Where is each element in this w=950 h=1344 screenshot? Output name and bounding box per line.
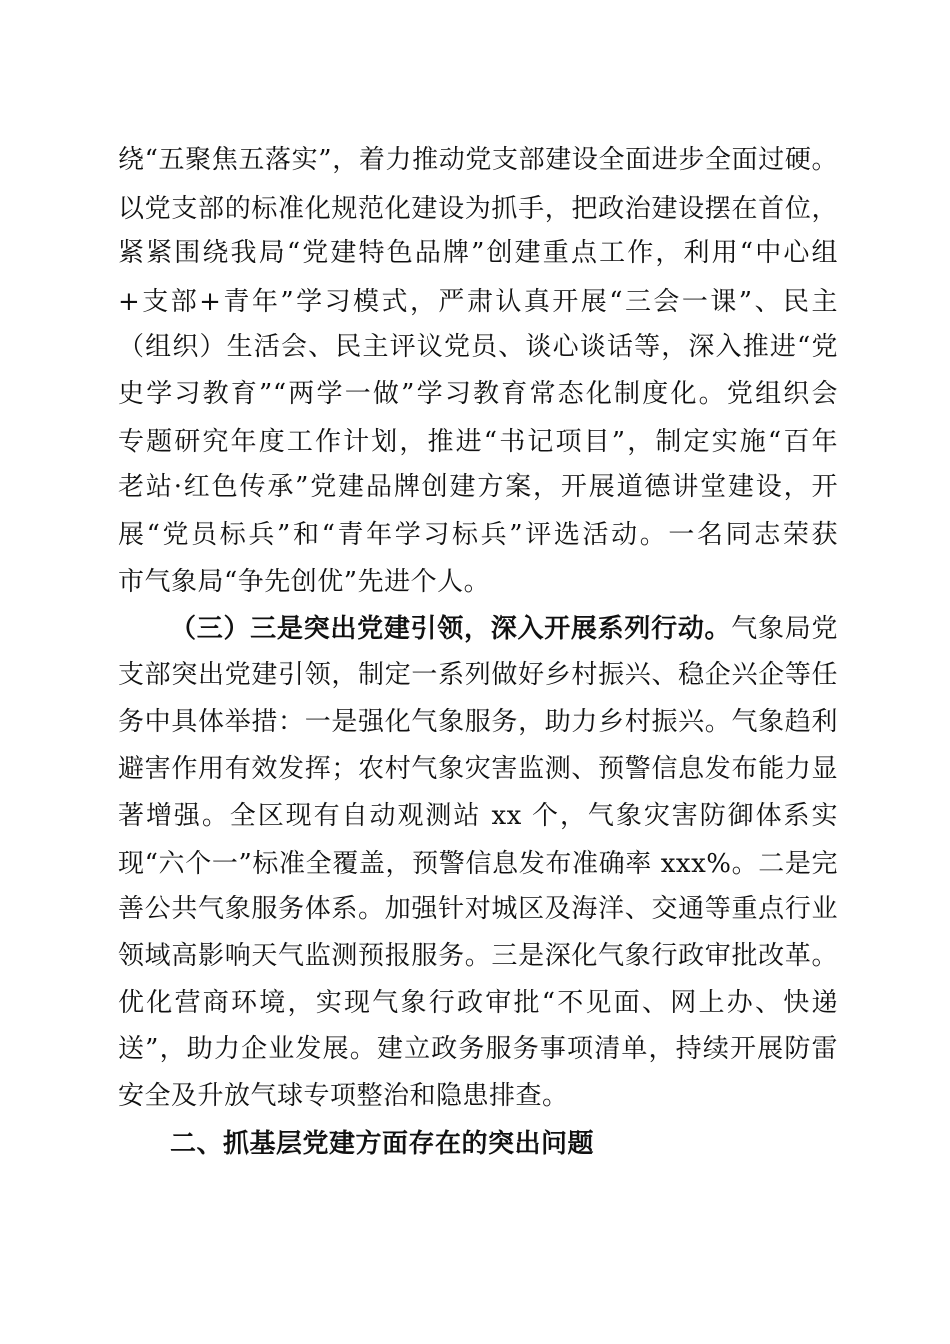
paragraph-2-first-line xyxy=(170,609,838,649)
subsection-heading: （三）三是突出党建引领，深入开展系列行动。 xyxy=(170,614,732,644)
section-heading: 二、抓基层党建方面存在的突出问题 xyxy=(170,1129,595,1159)
paragraph-1-line: 展“党员标兵”和“青年学习标兵”评选活动。一名同志荣获 xyxy=(118,520,838,550)
paragraph-2-line: 安全及升放气球专项整治和隐患排查。 xyxy=(118,1081,569,1111)
paragraph-1-line: 紧紧围绕我局“党建特色品牌”创建重点工作，利用“中心组 xyxy=(118,238,838,268)
paragraph-1-line: （组织）生活会、民主评议党员、谈心谈话等，深入推进“党 xyxy=(118,332,838,362)
paragraph-2-line: 领域高影响天气监测预报服务。三是深化气象行政审批改革。 xyxy=(118,941,838,971)
paragraph-1-line: 市气象局“争先创优”先进个人。 xyxy=(118,567,491,597)
paragraph-1-line: 以党支部的标准化规范化建设为抓手，把政治建设摆在首位， xyxy=(118,194,838,224)
paragraph-1-line: +支部+青年”学习模式，严肃认真开展“三会一课”、民主 xyxy=(118,287,838,317)
paragraph-2-line: 现“六个一”标准全覆盖，预警信息发布准确率 xxx%。二是完 xyxy=(118,849,838,879)
paragraph-2-first-line-text: 气象局党 xyxy=(731,614,838,644)
paragraph-2-line: 务中具体举措：一是强化气象服务，助力乡村振兴。气象趋利 xyxy=(118,707,838,737)
paragraph-2-line: 善公共气象服务体系。加强针对城区及海洋、交通等重点行业 xyxy=(118,894,838,924)
paragraph-2-line: 优化营商环境，实现气象行政审批“不见面、网上办、快递 xyxy=(118,988,838,1018)
paragraph-1-line: 老站·红色传承”党建品牌创建方案，开展道德讲堂建设，开 xyxy=(118,472,838,502)
paragraph-1-line: 专题研究年度工作计划，推进“书记项目”，制定实施“百年 xyxy=(118,427,838,457)
paragraph-1-line: 史学习教育”“两学一做”学习教育常态化制度化。党组织会 xyxy=(118,379,838,409)
paragraph-2-line: 送”，助力企业发展。建立政务服务事项清单，持续开展防雷 xyxy=(118,1034,838,1064)
paragraph-2-line: 著增强。全区现有自动观测站 xx 个，气象灾害防御体系实 xyxy=(118,801,838,831)
paragraph-2-line: 避害作用有效发挥；农村气象灾害监测、预警信息发布能力显 xyxy=(118,754,838,784)
paragraph-2-line: 支部突出党建引领，制定一系列做好乡村振兴、稳企兴企等任 xyxy=(118,660,838,690)
paragraph-1-line: 绕“五聚焦五落实”，着力推动党支部建设全面进步全面过硬。 xyxy=(118,145,838,175)
